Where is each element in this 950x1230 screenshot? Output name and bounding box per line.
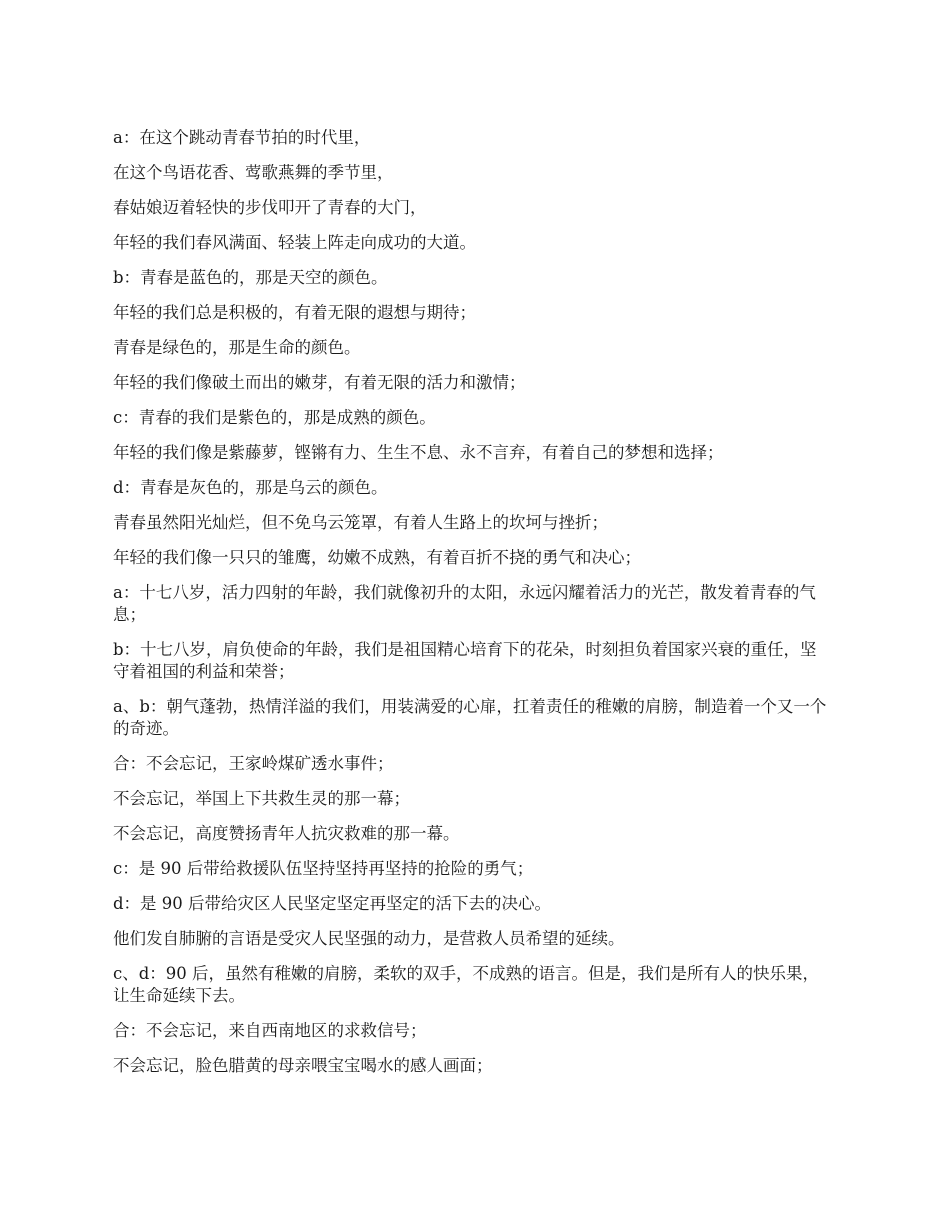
paragraph: d：青春是灰色的，那是乌云的颜色。 xyxy=(113,478,388,497)
paragraph: 年轻的我们像破土而出的嫩芽，有着无限的活力和激情； xyxy=(113,373,526,392)
paragraph: 不会忘记，举国上下共救生灵的那一幕； xyxy=(113,789,410,808)
paragraph: c、d：90 后，虽然有稚嫩的肩膀，柔软的双手，不成熟的语言。但是，我们是所有人的快乐果，让生命延续下去。 xyxy=(113,964,820,1005)
paragraph: d：是 90 后带给灾区人民坚定坚定再坚定的活下去的决心。 xyxy=(113,894,552,913)
paragraph: 不会忘记，高度赞扬青年人抗灾救难的那一幕。 xyxy=(113,824,460,843)
paragraph: a：在这个跳动青春节拍的时代里， xyxy=(113,128,371,147)
paragraph: b：十七八岁，肩负使命的年龄，我们是祖国精心培育下的花朵，时刻担负着国家兴衰的重任，坚守着祖国的利益和荣誉； xyxy=(113,640,817,681)
paragraph: 年轻的我们春风满面、轻装上阵走向成功的大道。 xyxy=(113,233,476,252)
paragraph: a、b：朝气蓬勃，热情洋溢的我们，用装满爱的心扉，扛着责任的稚嫩的肩膀，制造着一个又一个的奇迹。 xyxy=(113,697,827,738)
paragraph: 不会忘记，脸色腊黄的母亲喂宝宝喝水的感人画面； xyxy=(113,1056,493,1075)
document-body xyxy=(113,127,833,1090)
paragraph: 年轻的我们像是紫藤萝，铿锵有力、生生不息、永不言弃，有着自己的梦想和选择； xyxy=(113,443,724,462)
paragraph: 合：不会忘记，王家岭煤矿透水事件； xyxy=(113,754,394,773)
paragraph: 年轻的我们像一只只的雏鹰，幼嫩不成熟，有着百折不挠的勇气和决心； xyxy=(113,548,641,567)
paragraph: 青春虽然阳光灿烂，但不免乌云笼罩，有着人生路上的坎坷与挫折； xyxy=(113,513,608,532)
paragraph: c：青春的我们是紫色的，那是成熟的颜色。 xyxy=(113,408,436,427)
paragraph: 年轻的我们总是积极的，有着无限的遐想与期待； xyxy=(113,303,476,322)
paragraph: a：十七八岁，活力四射的年龄，我们就像初升的太阳，永远闪耀着活力的光芒，散发着青春的气息； xyxy=(113,583,816,624)
paragraph: 春姑娘迈着轻快的步伐叩开了青春的大门， xyxy=(113,198,427,217)
paragraph: 他们发自肺腑的言语是受灾人民坚强的动力，是营救人员希望的延续。 xyxy=(113,929,625,948)
paragraph: 在这个鸟语花香、莺歌燕舞的季节里， xyxy=(113,163,394,182)
paragraph: 合：不会忘记，来自西南地区的求救信号； xyxy=(113,1021,427,1040)
paragraph: b：青春是蓝色的，那是天空的颜色。 xyxy=(113,268,388,287)
paragraph: 青春是绿色的，那是生命的颜色。 xyxy=(113,338,361,357)
paragraph: c：是 90 后带给救援队伍坚持坚持再坚持的抢险的勇气； xyxy=(113,859,534,878)
